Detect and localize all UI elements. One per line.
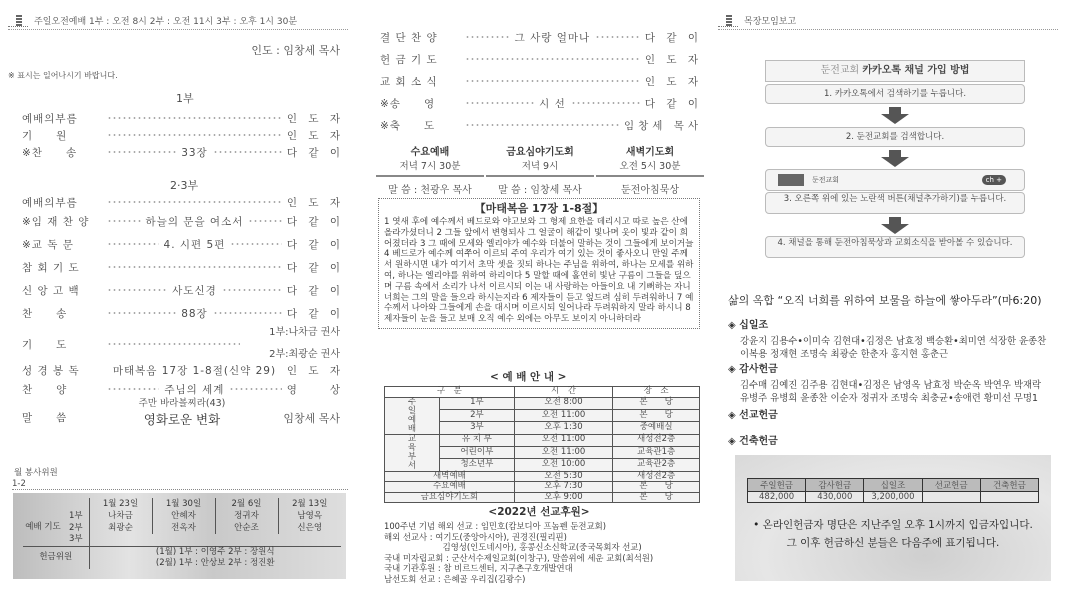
service-friday: 금요심야기도회 저녁 9시 말 씀 : 임창세 목사 [486, 143, 594, 196]
order-label: 성 경 봉 독 [22, 364, 80, 377]
dot-leader [465, 80, 640, 82]
guide-cell: 2부 [440, 409, 515, 421]
guide-cell: 오후 9:00 [514, 492, 613, 503]
order-row [22, 282, 344, 298]
order-content: 그 사랑 얼마나 [514, 31, 591, 44]
church-icon [8, 13, 28, 27]
guide-cell: 오전 11:00 [514, 409, 613, 421]
dot-leader [107, 117, 282, 119]
order-leader: 인 도 자 [286, 112, 344, 125]
dot-leader [107, 388, 159, 390]
guide-cell: 어린이부 [440, 446, 515, 458]
prayer-1: 1부:나차금 권사 [269, 327, 340, 338]
order-leader: 다 같 이 [644, 97, 703, 110]
order-leader: 인 도 자 [286, 364, 344, 377]
profile-image-icon [778, 174, 804, 186]
guide-cell: 금요심야기도회 [385, 492, 515, 503]
order-row [22, 305, 344, 321]
group-name: 교육부서 [385, 434, 440, 471]
order-leader: 다 같 이 [286, 146, 344, 159]
dot-leader [248, 220, 282, 222]
online-notice-2: 그 이후 헌금하신 분들은 다음주에 표기됩니다. [786, 537, 1000, 549]
guide-cell: 새벽예배 [385, 471, 515, 482]
date-header: 2월 13일 [278, 498, 341, 510]
order-label: ※송 영 [380, 97, 436, 110]
order-leader: 임창세 목사 [623, 119, 702, 132]
dot-leader [213, 151, 282, 153]
building-offering-section: ◈ 건축헌금 [728, 436, 778, 447]
mission-line: 김영성(인도네시아), 홍콩신소신학교(중국목회자 선교) [384, 542, 642, 553]
dot-leader [107, 369, 108, 371]
dot-leader [465, 102, 534, 104]
dot-leader [230, 243, 282, 245]
online-notice-1: • 온라인헌금자 명단은 지난주일 오후 1시까지 입금자입니다. [753, 519, 1033, 531]
guide-cell: 청소년부 [440, 459, 515, 471]
guide-cell: 본 당 [613, 492, 700, 503]
offering-totals-table: 주일헌금 감사헌금 십일조 선교헌금 건축헌금 482,000 430,000 3,200,000 [747, 478, 1039, 503]
mission-line: 100주년 기념 해외 선교 : 임민호(캄보디아 프놈펜 둔전교회) [384, 521, 606, 531]
order-label: 예배의부름 [22, 112, 78, 125]
order-leader: 인 도 자 [286, 129, 344, 142]
order-row [380, 29, 702, 45]
dot-leader [465, 36, 510, 38]
order-row [380, 95, 703, 111]
guide-cell: 오전 10:00 [514, 459, 613, 471]
order-label: ※찬 송 [22, 146, 78, 159]
guide-cell: 수요예배 [385, 482, 515, 493]
order-content: 시 선 [539, 97, 566, 110]
order-label: 찬 송 [22, 307, 68, 320]
guide-cell: 교육관1층 [613, 446, 700, 458]
dot-leader [229, 388, 281, 390]
guide-row [385, 482, 700, 493]
order-row [22, 327, 340, 360]
tithe-section: ◈ 십일조 강윤지 김용수•이미숙 김현대•김정은 남효정 백승환•최미연 석장한 윤종찬 이복용 정재현 조명숙 최광순 한춘자 홍지현 홍춘근 [728, 320, 1047, 360]
arrow-down-icon [881, 114, 909, 124]
guide-cell: 오후 7:30 [514, 482, 613, 493]
guide-cell: 본 당 [613, 397, 700, 409]
order-row [22, 362, 344, 378]
dot-leader [107, 220, 141, 222]
sermon-preacher: 임창세 목사 [283, 412, 340, 425]
servers-table: 1월 23일 1월 30일 2월 6일 2월 13일 예배 기도 1부 나차금 안혜자 정귀자 남영옥 2부 최광순 전옥자 안순조 신은영 3부 헌금위원 (1월) 1부 : 이영주 2부 : 장원식 (2월) 1부 : 안상보 2부 : 정진환 [23, 498, 341, 569]
standing-note: ※ 표시는 일어나시기 바랍니다. [8, 71, 118, 80]
order-row [380, 51, 702, 67]
dot-leader [465, 124, 619, 126]
order-leader: 인 도 자 [644, 75, 702, 88]
order-row [22, 381, 345, 397]
dot-leader [281, 369, 282, 371]
order-row [22, 110, 344, 126]
order-row [22, 259, 344, 275]
date-header: 2월 6일 [215, 498, 278, 510]
arrow-down-icon [881, 224, 909, 234]
guide-cell: 본 당 [613, 409, 700, 421]
order-content: 88장 [181, 307, 208, 320]
order-content: 33장 [181, 146, 208, 159]
date-header: 1월 30일 [152, 498, 215, 510]
kakao-step-4: 4. 채널을 통해 둔전아침묵상과 교회소식을 받아볼 수 있습니다. [765, 236, 1025, 258]
page-header-cell: 목장모임보고 [718, 12, 1058, 30]
order-row [22, 194, 344, 210]
order-row [22, 236, 345, 252]
sermon-hymn: 주만 바라볼찌라(43) [138, 398, 226, 409]
dot-leader [107, 243, 159, 245]
part-label: 2부 [68, 522, 83, 533]
mission-line: 해외 선교사 : 여기도(중앙아시아), 권경진(필리핀) [384, 531, 567, 542]
part-label: 3부 [68, 534, 83, 545]
order-row [380, 73, 702, 89]
date-header: 1월 23일 [89, 498, 152, 510]
guide-cell: 새성전2층 [613, 471, 700, 482]
kakao-step-2: 2. 둔전교회를 검색합니다. [765, 127, 1025, 147]
dot-leader [595, 36, 640, 38]
service-wednesday: 수요예배 저녁 7시 30분 말 씀 : 천광우 목사 [376, 143, 484, 196]
order-content: 사도신경 [172, 284, 217, 297]
kakao-step-1: 1. 카카오톡에서 검색하기를 누릅니다. [765, 84, 1025, 104]
guide-cell: 오전 5:30 [514, 471, 613, 482]
order-label: 신 앙 고 백 [22, 284, 80, 297]
order-label: 기 도 [22, 338, 68, 351]
guide-row [385, 434, 700, 446]
guide-cell: 교육관2층 [613, 459, 700, 471]
guide-cell: 새성전2층 [613, 434, 700, 446]
part1-title: 1부 [176, 92, 194, 105]
order-label: 찬 양 [22, 383, 68, 396]
offering-line: (1월) 1부 : 이영주 2부 : 장원식 [155, 546, 275, 557]
dot-leader [465, 58, 640, 60]
leader: 인도 : 임창세 목사 [251, 44, 340, 57]
offering-summary-photo [735, 455, 1051, 581]
arrow-down-icon [881, 157, 909, 167]
kakao-profile: 둔전교회 ch + [765, 169, 1025, 191]
kakao-title: 둔전교회 카카오톡 채널 가입 방법 [765, 60, 1025, 82]
order-label: 참 회 기 도 [22, 261, 80, 274]
offering-line: (2월) 1부 : 안상보 2부 : 정진환 [155, 557, 275, 568]
order-leader: 다 같 이 [286, 215, 344, 228]
order-row [22, 213, 344, 229]
mission-title: <2022년 선교후원> [488, 506, 590, 518]
mission-support [384, 506, 706, 585]
order-label: ※축 도 [380, 119, 436, 132]
scripture-title: 【마태복음 17장 1-8절】 [474, 202, 604, 215]
guide-cell: 중예배실 [613, 422, 700, 434]
offering-label: 헌금위원 [23, 546, 89, 569]
order-leader: 다 같 이 [286, 284, 344, 297]
guide-cell: 오전 11:00 [514, 434, 613, 446]
guide-header-row [385, 387, 700, 398]
order-label: ※교 독 문 [22, 238, 74, 251]
scripture-text: 1 엿새 후에 예수께서 베드로와 야고보와 그 형제 요한을 데리시고 따로 높은 산에 올라가셨더니 2 그들 앞에서 변형되사 그 얼굴이 해같이 빛나며 옷이 빛과 같이 희어졌더라 3 그 때에 모세와 엘리야가 예수와 더불어 말하는 것이 그들에게 보이거늘 4 베드로가 예수께 여쭈어 이르되 주여 우리가 여기 있는 것이 좋사오니 만일 주께서 원하시면 내가 여기서 초막 셋을 짓되 하나는 주님을 위하여, 하나는 모세를 위하여, 하나는 엘리야를 위하여 하리이다 5 말할 때에 홀연히 빛난 구름이 그들을 덮으며 구름 속에서 소리가 나서 이르시되 이는 내 사랑하는 아들이요 내 기뻐하는 자니 너희는 그의 말을 들으라 하시는지라 6 제자들이 듣고 엎드려 심히 두려워하니 7 예수께서 나아와 그들에게 손을 대시며 이르시되 일어나라 두려워하지 말라 하시니 8 제자들이 눈을 들고 보매 오직 예수 외에는 아무도 보이지 아니하더라 [384, 217, 694, 325]
channel-add-icon: ch + [982, 175, 1006, 185]
guide-row [385, 471, 700, 482]
order-label: 기 원 [22, 129, 68, 142]
group-label: 예배 기도 [25, 522, 61, 533]
mission-line: 국내 미자립교회 : 군산서수제일교회(이창구), 말씀위에 세운 교회(최석원) [384, 552, 654, 563]
dot-leader [107, 312, 176, 314]
service-dawn: 새벽기도회 오전 5시 30분 둔전아침묵상 [596, 143, 704, 196]
mission-line: 남선도회 선교 : 은혜골 우리집(김광수) [384, 573, 526, 584]
order-content: 하늘의 문을 여소서 [145, 215, 244, 228]
order-label: 헌 금 기 도 [380, 53, 438, 66]
dot-leader [571, 102, 640, 104]
dot-leader [222, 289, 282, 291]
order-label: 교 회 소 식 [380, 75, 438, 88]
order-label: ※임 재 찬 양 [22, 215, 90, 228]
part-label: 1부 [68, 510, 83, 521]
mission-offering-section: ◈ 선교헌금 [728, 410, 778, 421]
guide-row [385, 492, 700, 503]
order-label: 예배의부름 [22, 196, 78, 209]
part23-title: 2·3부 [170, 179, 199, 192]
dot-leader [107, 343, 240, 345]
servers-board [13, 493, 346, 579]
guide-row [385, 397, 700, 409]
order-leader: 다 같 이 [286, 307, 344, 320]
dot-leader [107, 266, 282, 268]
guide-cell: 본 당 [613, 482, 700, 493]
order-row [380, 117, 702, 133]
order-content: 주님의 세계 [164, 383, 225, 396]
worship-times: 주일오전예배 1부 : 오전 8시 2부 : 오전 11시 3부 : 오후 1시 30분 [34, 17, 298, 27]
mission-line: 국내 기관후원 : 참 비르드센터, 지구촌구호개발연대 [384, 563, 573, 574]
guide-cell: 3부 [440, 422, 515, 434]
order-leader: 인 도 자 [286, 196, 344, 209]
order-leader: 다 같 이 [286, 261, 344, 274]
order-leader: 인 도 자 [644, 53, 702, 66]
order-leader: 다 같 이 [644, 31, 702, 44]
servers-title: 월 봉사위원 [14, 468, 58, 478]
dot-leader [107, 289, 167, 291]
servers-month: 1-2 [12, 479, 348, 490]
order-leader: 다 같 이 [286, 238, 345, 251]
sermon-label: 말 씀 [22, 412, 68, 424]
order-label: 결 단 찬 양 [380, 31, 438, 44]
scripture-box [378, 198, 700, 329]
worship-guide-title: < 예 배 안 내 > [490, 371, 567, 383]
order-content: 마태복음 17장 1-8절(신약 29) [112, 364, 277, 377]
guide-cell: 오후 1:30 [514, 422, 613, 434]
thanks-section: ◈ 감사헌금 김수매 김예진 김주용 김현대•김정은 남영옥 남효정 박순옥 박연우 박재락 유병주 유병희 윤종찬 이순자 정귀자 조명숙 최충균•송애련 황미선 무명1 [728, 364, 1042, 404]
order-row [22, 127, 344, 143]
page-header-worship [8, 12, 348, 30]
kakao-step-3: 3. 오른쪽 위에 있는 노란색 버튼(채널추가하기)를 누릅니다. [765, 192, 1025, 214]
guide-cell: 유 치 부 [440, 434, 515, 446]
guide-cell: 오전 8:00 [514, 397, 613, 409]
order-row [22, 144, 344, 160]
prayer-2: 2부:최광순 권사 [269, 349, 340, 360]
dot-leader [107, 134, 282, 136]
sermon-title: 영화로운 변화 [143, 412, 221, 427]
dot-leader [213, 312, 282, 314]
guide-cell: 오전 11:00 [514, 446, 613, 458]
order-leader: 영 상 [286, 383, 345, 396]
guide-cell: 1부 [440, 397, 515, 409]
group-name: 주일예배 [385, 397, 440, 434]
worship-guide-table [384, 386, 700, 503]
dot-leader [107, 201, 282, 203]
column-header: 장 소 [613, 387, 700, 398]
church-icon [718, 13, 738, 27]
column-header: 구 분 [385, 387, 515, 398]
order-content: 4. 시편 5편 [163, 238, 226, 251]
column-header: 시 간 [514, 387, 613, 398]
dot-leader [107, 151, 176, 153]
offering-title: 삶의 옥합 “오직 너희를 위하여 보물을 하늘에 쌓아두라”(마6:20) [728, 294, 1042, 307]
